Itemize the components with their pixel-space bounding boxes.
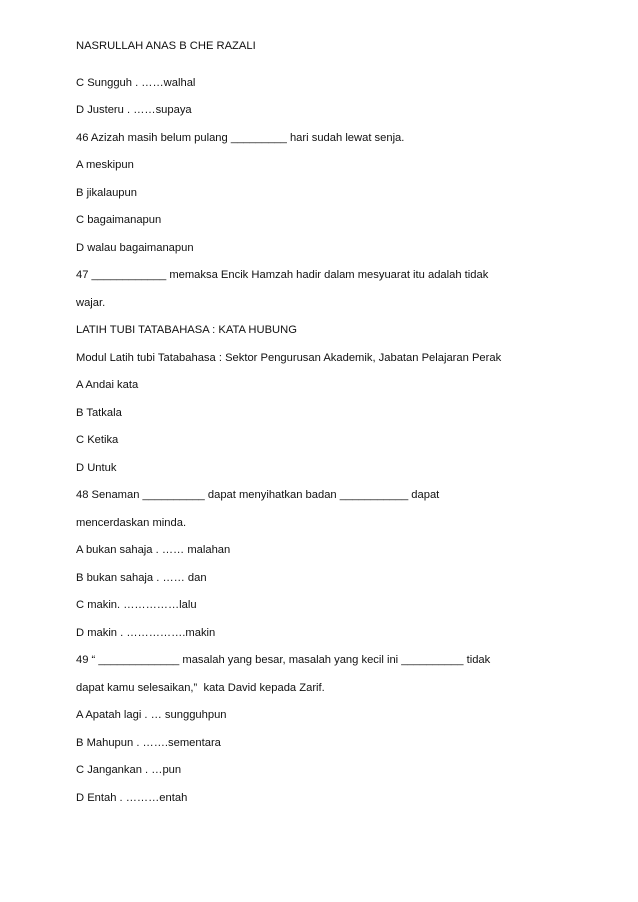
question-49-continued: dapat kamu selesaikan,” kata David kepada Zarif. bbox=[76, 682, 325, 694]
q46-option-a: A meskipun bbox=[76, 159, 134, 171]
q46-option-d: D walau bagaimanapun bbox=[76, 242, 194, 254]
q49-option-b: B Mahupun . …….sementara bbox=[76, 737, 221, 749]
q49-option-a: A Apatah lagi . … sungguhpun bbox=[76, 709, 227, 721]
page-header: NASRULLAH ANAS B CHE RAZALI bbox=[76, 40, 256, 52]
q49-option-c: C Jangankan . …pun bbox=[76, 764, 182, 776]
option-d-justeru: D Justeru . ……supaya bbox=[76, 104, 192, 116]
q46-option-c: C bagaimanapun bbox=[76, 214, 162, 226]
question-48: 48 Senaman __________ dapat menyihatkan badan ___________ dapat bbox=[76, 489, 440, 501]
section-title: LATIH TUBI TATABAHASA : KATA HUBUNG bbox=[76, 324, 297, 336]
q49-option-d: D Entah . ………entah bbox=[76, 792, 188, 804]
q46-option-b: B jikalaupun bbox=[76, 187, 137, 199]
q48-option-a: A bukan sahaja . …… malahan bbox=[76, 544, 231, 556]
q48-option-d: D makin . …………….makin bbox=[76, 627, 216, 639]
question-47: 47 ____________ memaksa Encik Hamzah hadir dalam mesyuarat itu adalah tidak bbox=[76, 269, 489, 281]
question-47-continued: wajar. bbox=[76, 297, 106, 309]
question-46: 46 Azizah masih belum pulang _________ hari sudah lewat senja. bbox=[76, 132, 405, 144]
q47-option-b: B Tatkala bbox=[76, 407, 122, 419]
question-49: 49 “ _____________ masalah yang besar, masalah yang kecil ini __________ tidak bbox=[76, 654, 491, 666]
module-source-line: Modul Latih tubi Tatabahasa : Sektor Pengurusan Akademik, Jabatan Pelajaran Perak bbox=[76, 352, 502, 364]
question-48-continued: mencerdaskan minda. bbox=[76, 517, 187, 529]
q47-option-d: D Untuk bbox=[76, 462, 117, 474]
option-c-sungguh: C Sungguh . ……walhal bbox=[76, 77, 196, 89]
q48-option-c: C makin. ……………lalu bbox=[76, 599, 197, 611]
q48-option-b: B bukan sahaja . …… dan bbox=[76, 572, 207, 584]
q47-option-c: C Ketika bbox=[76, 434, 119, 446]
q47-option-a: A Andai kata bbox=[76, 379, 139, 391]
